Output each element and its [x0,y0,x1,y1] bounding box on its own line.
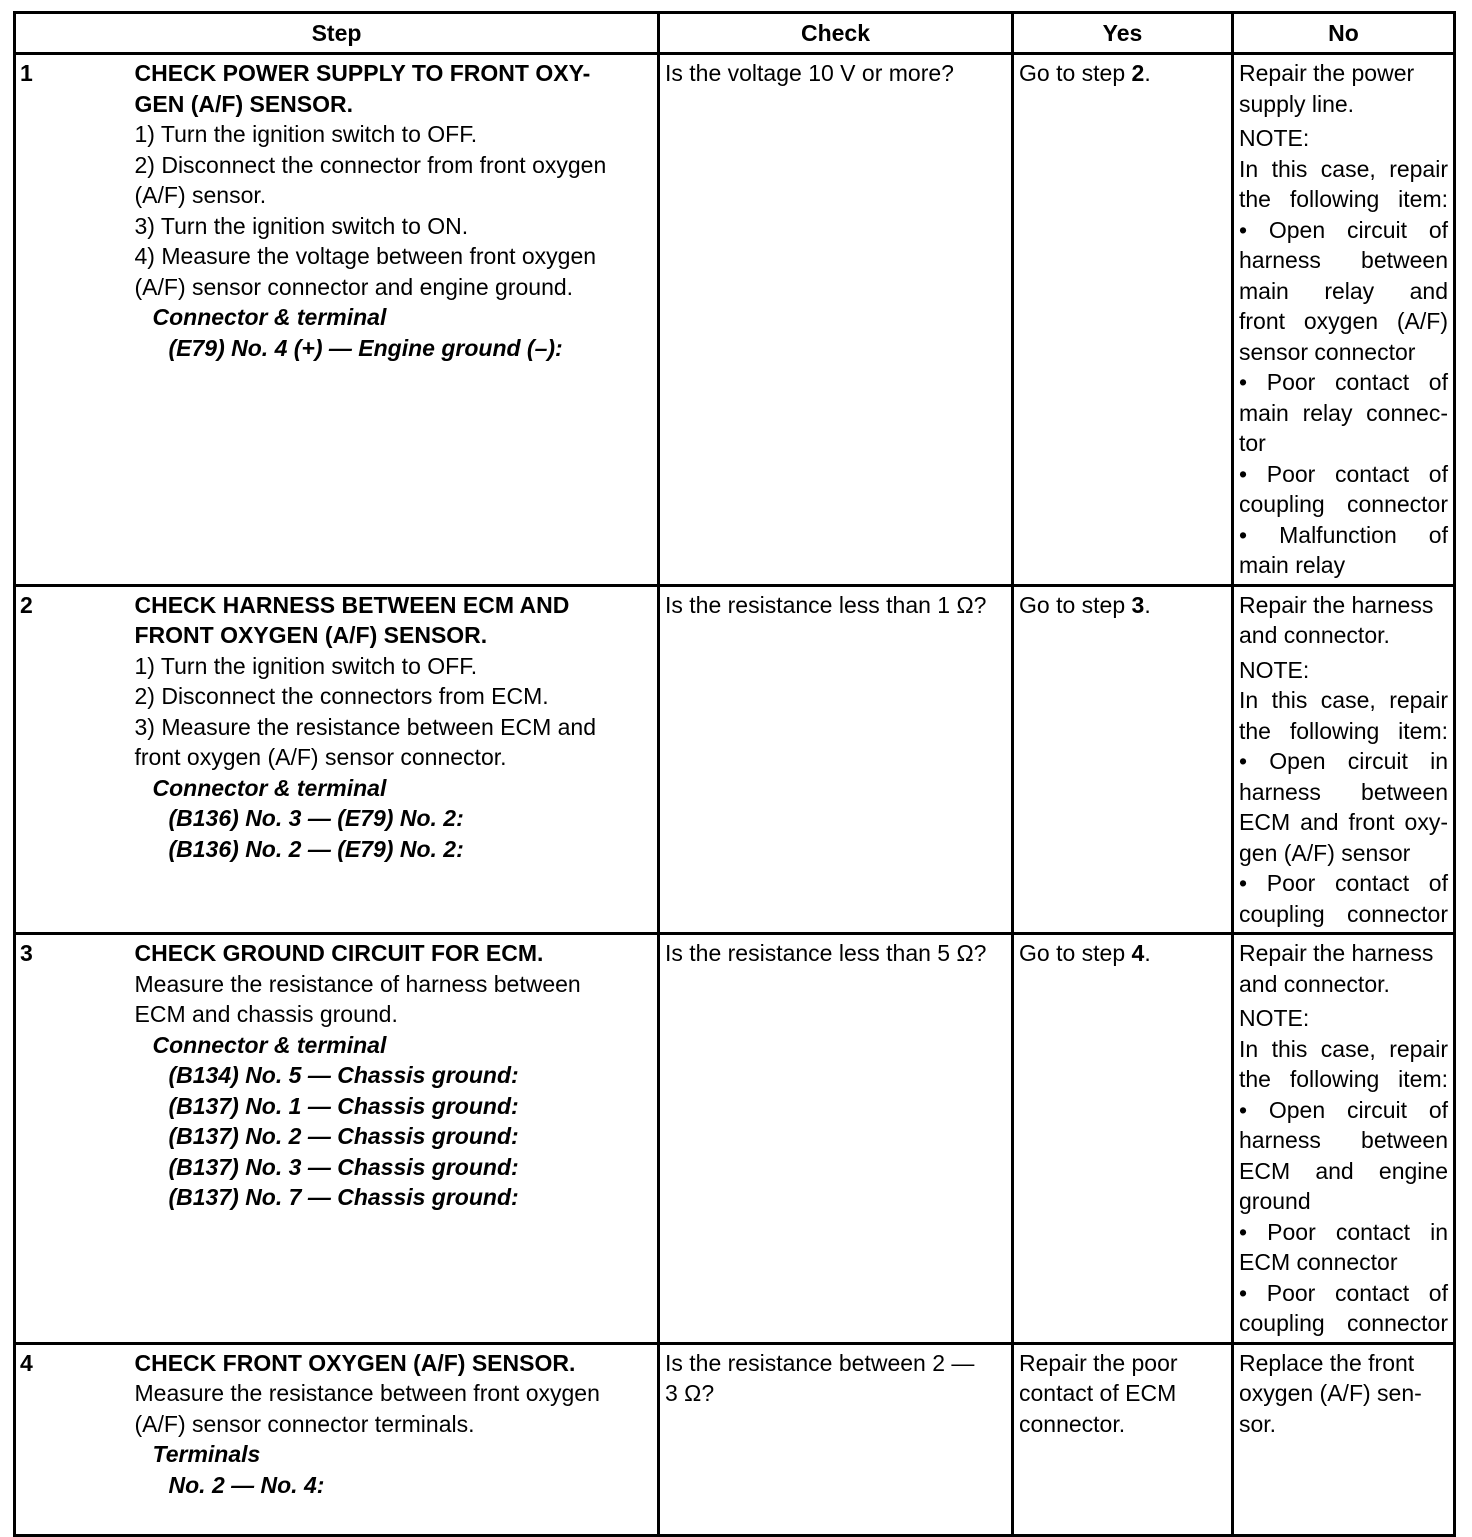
no-line: • Poor contact of [1239,369,1448,395]
step-number: 3 [15,934,135,1344]
header-yes: Yes [1013,13,1233,54]
check-line: Is the resistance between 2 — [665,1349,975,1376]
no-line: sor. [1239,1410,1277,1437]
table-row [15,934,1455,1344]
no-line: In this case, repair [1239,155,1448,182]
no-line: • Open circuit in [1239,748,1448,774]
step-title: CHECK HARNESS BETWEEN ECM AND [134,591,570,618]
connector-value: (B137) No. 3 — Chassis ground: [168,1153,519,1180]
no-line: Replace the front [1239,1349,1415,1376]
note-label: NOTE: [1239,125,1310,151]
step-line: (A/F) sensor connector terminals. [134,1410,475,1437]
step-line: (A/F) sensor connector and engine ground. [134,273,574,300]
no-line: Repair the power [1239,60,1415,86]
no-line: sensor connector [1239,338,1416,365]
connector-value: (B137) No. 2 — Chassis ground: [168,1123,519,1149]
no-line: coupling connector [1239,491,1448,517]
no-line: • Malfunction of [1239,521,1448,548]
connector-value: (B136) No. 2 — (E79) No. 2: [168,835,464,862]
note-label: NOTE: [1239,656,1310,683]
terminals-value: No. 2 — No. 4: [168,1471,325,1498]
no-line: supply line. [1239,90,1355,117]
no-line: • Poor contact of [1239,870,1448,896]
no-line: main relay connec- [1239,399,1448,426]
yes-step-number: 2 [1131,60,1145,86]
step-content [135,934,659,1344]
step-line: ECM and chassis ground. [134,1001,398,1027]
no-line: oxygen (A/F) sen- [1239,1380,1422,1406]
step-line: 3) Turn the ignition switch to ON. [134,212,469,239]
no-line: coupling connector [1239,1310,1448,1336]
yes-text: Go to step [1019,940,1132,966]
no-cell [1233,934,1455,1344]
check-cell: Is the resistance less than 5 Ω? [659,934,1013,1344]
yes-line: connector. [1019,1410,1126,1437]
no-cell [1233,1343,1455,1535]
connector-value: (B136) No. 3 — (E79) No. 2: [168,805,464,831]
step-number: 1 [15,54,135,586]
no-line: gen (A/F) sensor [1239,839,1411,866]
no-line: the following item: [1239,186,1448,212]
step-line: Measure the resistance between front oxygen [134,1380,600,1406]
step-line: 3) Measure the resistance between ECM and [134,713,597,740]
step-content [135,54,659,586]
yes-cell [1013,934,1233,1344]
step-line: 2) Disconnect the connector from front oxygen [134,151,607,178]
diagnostic-table [13,11,1456,1537]
step-line: 2) Disconnect the connectors from ECM. [134,683,549,709]
no-line: • Open circuit of [1239,1096,1448,1123]
no-line: coupling connector [1239,900,1448,927]
yes-text: Go to step [1019,60,1132,86]
yes-cell [1013,54,1233,586]
step-title: GEN (A/F) SENSOR. [134,90,354,117]
yes-line: contact of ECM [1019,1380,1177,1406]
no-line: ECM and front oxy- [1239,809,1448,835]
step-content [135,585,659,934]
yes-step-number: 3 [1131,591,1145,618]
step-line: 4) Measure the voltage between front oxygen [134,243,597,269]
no-line: In this case, repair [1239,687,1448,713]
connector-label: Connector & terminal [152,304,387,330]
check-cell: Is the voltage 10 V or more? [659,54,1013,586]
no-line: ground [1239,1188,1311,1214]
no-line: • Open circuit of [1239,216,1448,243]
no-line: tor [1239,430,1266,456]
step-line: (A/F) sensor. [134,182,267,208]
note-label: NOTE: [1239,1005,1310,1031]
step-title: CHECK GROUND CIRCUIT FOR ECM. [134,940,544,966]
table-row [15,585,1455,934]
no-line: the following item: [1239,1066,1448,1092]
no-cell [1233,54,1455,586]
no-line: harness between [1239,778,1448,805]
yes-text: Go to step [1019,591,1132,618]
yes-cell [1013,1343,1233,1535]
check-cell: Is the resistance less than 1 Ω? [659,585,1013,934]
header-check: Check [659,13,1013,54]
no-line: Repair the harness [1239,591,1434,618]
step-number: 2 [15,585,135,934]
header-step: Step [15,13,659,54]
no-line: front oxygen (A/F) [1239,308,1448,334]
table-row [15,1343,1455,1535]
step-line: Measure the resistance of harness between [134,970,581,997]
no-line: main relay [1239,552,1346,578]
step-line: front oxygen (A/F) sensor connector. [134,744,507,770]
yes-suffix: . [1144,60,1151,86]
no-line: and connector. [1239,970,1390,997]
yes-step-number: 4 [1131,940,1145,966]
no-line: ECM and engine [1239,1157,1448,1184]
step-content [135,1343,659,1535]
step-title: CHECK FRONT OXYGEN (A/F) SENSOR. [134,1349,576,1376]
terminals-label: Terminals [152,1441,261,1467]
no-line: • Poor contact in [1239,1218,1448,1245]
header-row [15,13,1455,54]
connector-value: (B137) No. 1 — Chassis ground: [168,1092,519,1119]
no-line: In this case, repair [1239,1035,1448,1062]
step-line: 1) Turn the ignition switch to OFF. [134,652,478,679]
no-cell [1233,585,1455,934]
yes-suffix: . [1144,940,1151,966]
no-line: harness between [1239,1127,1448,1153]
step-line: 1) Turn the ignition switch to OFF. [134,121,478,147]
connector-value: (B137) No. 7 — Chassis ground: [168,1184,519,1210]
no-line: and connector. [1239,622,1390,648]
yes-cell [1013,585,1233,934]
no-line: Repair the harness [1239,940,1434,966]
check-cell [659,1343,1013,1535]
connector-label: Connector & terminal [152,1031,387,1058]
no-line: ECM connector [1239,1249,1398,1275]
connector-value: (E79) No. 4 (+) — Engine ground (–): [168,334,563,361]
header-no: No [1233,13,1455,54]
step-title: FRONT OXYGEN (A/F) SENSOR. [134,622,488,648]
no-line: the following item: [1239,717,1448,744]
no-line: harness between [1239,247,1448,273]
check-line: 3 Ω? [665,1380,715,1406]
yes-line: Repair the poor [1019,1349,1178,1376]
step-title: CHECK POWER SUPPLY TO FRONT OXY- [134,60,591,86]
no-line: • Poor contact of [1239,1279,1448,1306]
connector-label: Connector & terminal [152,774,387,801]
no-line: • Poor contact of [1239,460,1448,487]
yes-suffix: . [1144,591,1151,618]
connector-value: (B134) No. 5 — Chassis ground: [168,1062,519,1088]
table-row [15,54,1455,586]
step-number: 4 [15,1343,135,1535]
no-line: main relay and [1239,277,1448,304]
